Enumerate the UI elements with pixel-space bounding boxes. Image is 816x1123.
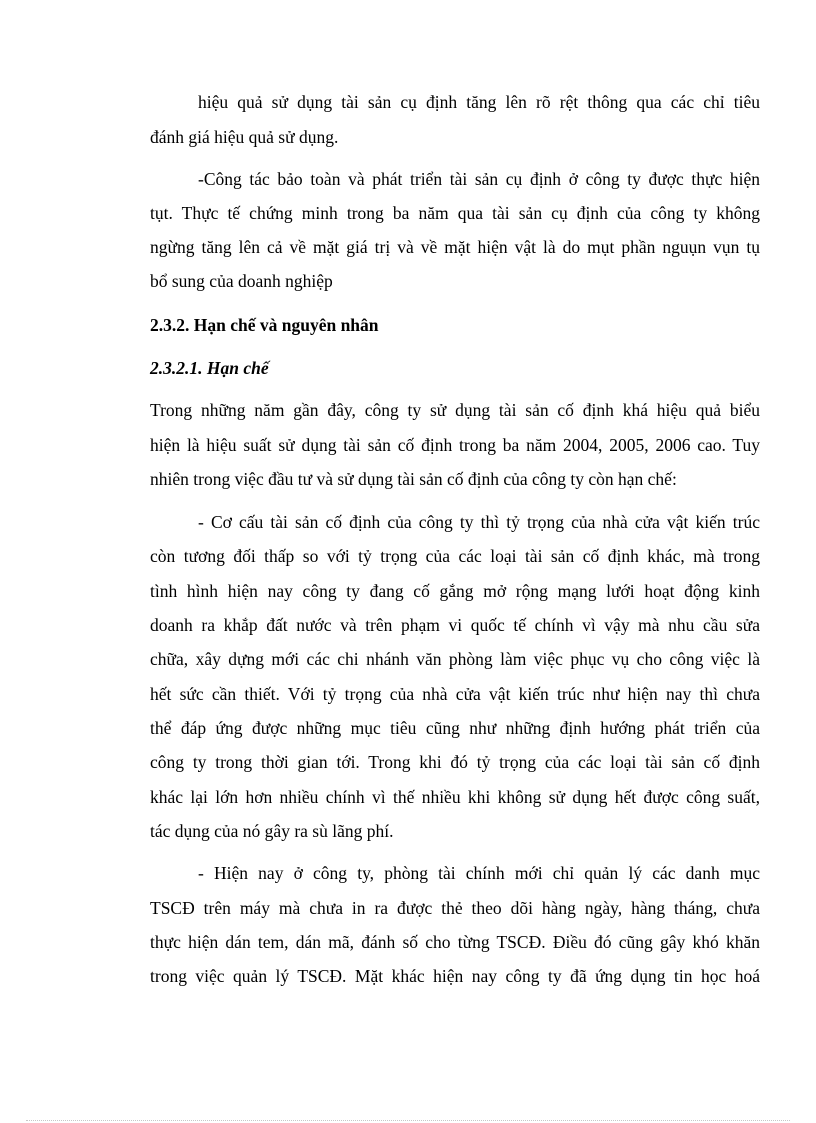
paragraph-4-line-6: hết sức cần thiết. Với tỷ trọng của nhà cửa vật kiến trúc như hiện nay thì chưa — [150, 684, 760, 704]
paragraph-4-line-2: còn tương đối thấp so với tỷ trọng của các loại tài sản cố định khác, mà trong — [150, 546, 760, 566]
paragraph-4-line-3: tình hình hiện nay công ty đang cố gắng mở rộng mạng lưới hoạt động kinh — [150, 581, 760, 601]
paragraph-4-line-7: thể đáp ứng được những mục tiêu cũng như những định hướng phát triển của — [150, 718, 760, 738]
paragraph-5-line-4: trong việc quản lý TSCĐ. Mặt khác hiện nay công ty đã ứng dụng tin học hoá — [150, 966, 760, 986]
paragraph-5-line-2: TSCĐ trên máy mà chưa in ra được thẻ theo dõi hàng ngày, hàng tháng, chưa — [150, 898, 760, 918]
subsection-heading: 2.3.2.1. Hạn chế — [150, 358, 269, 378]
paragraph-3-line-3: nhiên trong việc đầu tư và sử dụng tài sản cố định của công ty còn hạn chế: — [150, 469, 677, 489]
paragraph-4-line-1: - Cơ cấu tài sản cố định của công ty thì tỷ trọng của nhà cửa vật kiến trúc — [198, 512, 760, 532]
paragraph-5-line-1: - Hiện nay ở công ty, phòng tài chính mới chỉ quản lý các danh mục — [198, 863, 760, 883]
paragraph-2-line-2: tụt. Thực tế chứng minh trong ba năm qua tài sản cụ định của công ty không — [150, 203, 760, 223]
paragraph-4-line-9: khác lại lớn hơn nhiều chính vì thế nhiều khi không sử dụng hết được công suất, — [150, 787, 760, 807]
paragraph-4-line-8: công ty trong thời gian tới. Trong khi đó tỷ trọng của các loại tài sản cố định — [150, 752, 760, 772]
paragraph-4-line-5: chữa, xây dựng mới các chi nhánh văn phòng làm việc phục vụ cho công việc là — [150, 649, 760, 669]
paragraph-3-line-2: hiện là hiệu suất sử dụng tài sản cố định trong ba năm 2004, 2005, 2006 cao. Tuy — [150, 435, 760, 455]
footer-dotted-rule — [26, 1120, 790, 1121]
paragraph-2-line-3: ngừng tăng lên cả về mặt giá trị và về mặt hiện vật là do mụt phần nguụn vụn tụ — [150, 237, 760, 257]
section-heading: 2.3.2. Hạn chế và nguyên nhân — [150, 315, 379, 335]
paragraph-2-line-1: -Công tác bảo toàn và phát triển tài sản cụ định ở công ty được thực hiện — [198, 169, 760, 189]
paragraph-2-line-4: bổ sung của doanh nghiệp — [150, 271, 333, 291]
paragraph-1-line-2: đánh giá hiệu quả sử dụng. — [150, 127, 339, 147]
paragraph-1-line-1: hiệu quả sử dụng tài sản cụ định tăng lên rõ rệt thông qua các chỉ tiêu — [198, 92, 760, 112]
paragraph-4-line-10: tác dụng của nó gây ra sù lãng phí. — [150, 821, 394, 841]
paragraph-5-line-3: thực hiện dán tem, dán mã, đánh số cho từng TSCĐ. Điều đó cũng gây khó khăn — [150, 932, 760, 952]
paragraph-3-line-1: Trong những năm gần đây, công ty sử dụng tài sản cố định khá hiệu quả biểu — [150, 400, 760, 420]
paragraph-4-line-4: doanh ra khắp đất nước và trên phạm vi quốc tế chính vì vậy mà nhu cầu sửa — [150, 615, 760, 635]
